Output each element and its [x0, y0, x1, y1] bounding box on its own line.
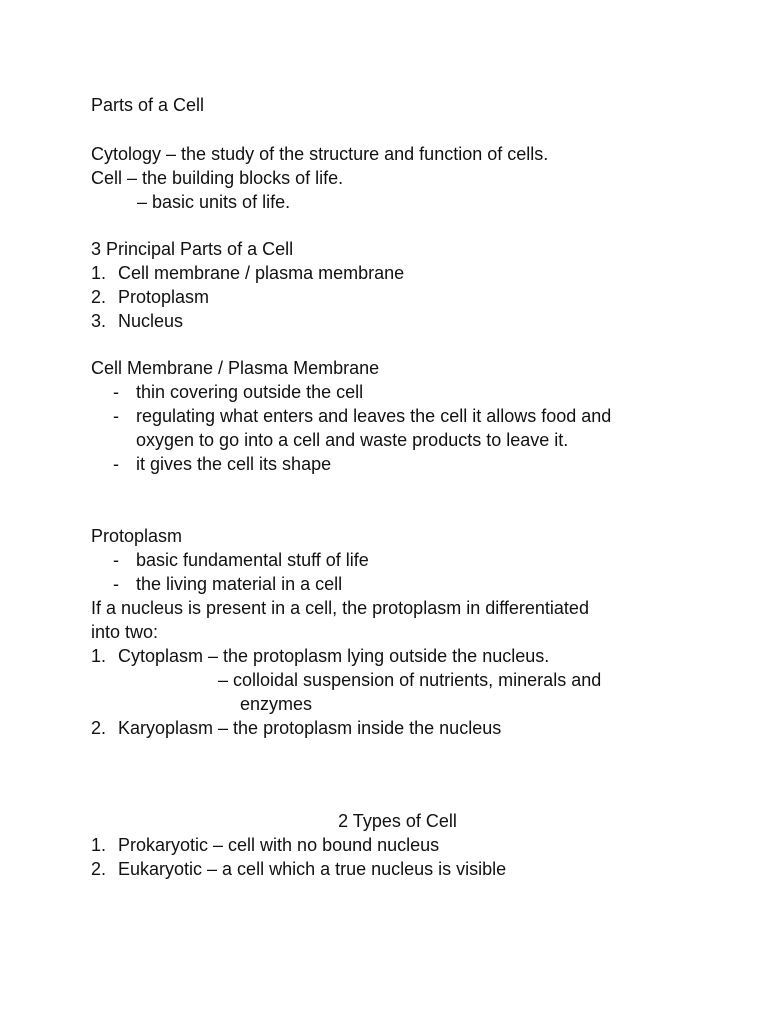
bullet-item	[91, 404, 711, 452]
types-section	[91, 833, 711, 881]
list-item	[91, 285, 711, 309]
list-item	[91, 309, 711, 333]
list-item	[91, 644, 711, 668]
list-item-continued: – colloidal suspension of nutrients, minerals and	[218, 670, 602, 690]
list-item	[91, 716, 711, 740]
principal-parts-heading: 3 Principal Parts of a Cell	[91, 239, 294, 259]
membrane-heading: Cell Membrane / Plasma Membrane	[91, 358, 380, 378]
bullet-text-line: oxygen to go into a cell and waste products to leave it.	[136, 430, 569, 450]
bullet-text: basic fundamental stuff of life	[136, 550, 369, 570]
list-number: 1.	[91, 646, 107, 666]
list-number: 2.	[91, 718, 107, 738]
definition-cell: Cell – the building blocks of life.	[91, 168, 344, 188]
paragraph-line: If a nucleus is present in a cell, the protoplasm in differentiated	[91, 598, 589, 618]
principal-parts-section	[91, 237, 711, 333]
bullet-item	[91, 380, 711, 404]
bullet-item	[91, 548, 711, 572]
list-text: Nucleus	[118, 311, 184, 331]
title-text: Parts of a Cell	[91, 95, 205, 115]
bullet-dash: -	[113, 574, 119, 594]
list-text: Karyoplasm – the protoplasm inside the nucleus	[118, 718, 502, 738]
list-item-continued: enzymes	[240, 694, 313, 714]
bullet-text-line: regulating what enters and leaves the cell it allows food and	[136, 406, 612, 426]
bullet-dash: -	[113, 382, 119, 402]
protoplasm-section	[91, 524, 711, 740]
bullet-dash: -	[113, 454, 119, 474]
list-text: Cytoplasm – the protoplasm lying outside the nucleus.	[118, 646, 550, 666]
document-title	[91, 93, 711, 117]
bullet-text: it gives the cell its shape	[136, 454, 332, 474]
bullet-text: thin covering outside the cell	[136, 382, 364, 402]
definition-cytology: Cytology – the study of the structure and function of cells.	[91, 144, 549, 164]
bullet-text: the living material in a cell	[136, 574, 343, 594]
bullet-dash: -	[113, 550, 119, 570]
bullet-item	[91, 452, 711, 476]
types-heading-text: 2 Types of Cell	[338, 811, 457, 831]
paragraph-line: into two:	[91, 622, 159, 642]
list-item	[91, 833, 711, 857]
bullet-dash: -	[113, 406, 119, 426]
list-text: Eukaryotic – a cell which a true nucleus is visible	[118, 859, 507, 879]
list-text: Protoplasm	[118, 287, 210, 307]
definitions-section	[91, 142, 711, 214]
list-item	[91, 857, 711, 881]
list-text: Prokaryotic – cell with no bound nucleus	[118, 835, 440, 855]
list-number: 3.	[91, 311, 107, 331]
list-text: Cell membrane / plasma membrane	[118, 263, 405, 283]
list-number: 2.	[91, 287, 107, 307]
bullet-item	[91, 572, 711, 596]
membrane-section	[91, 356, 711, 476]
list-number: 1.	[91, 835, 107, 855]
bullet-text	[136, 404, 611, 452]
protoplasm-heading: Protoplasm	[91, 526, 183, 546]
definition-cell-continued: – basic units of life.	[137, 192, 291, 212]
list-number: 2.	[91, 859, 107, 879]
list-item	[91, 261, 711, 285]
types-heading	[0, 809, 768, 833]
list-number: 1.	[91, 263, 107, 283]
